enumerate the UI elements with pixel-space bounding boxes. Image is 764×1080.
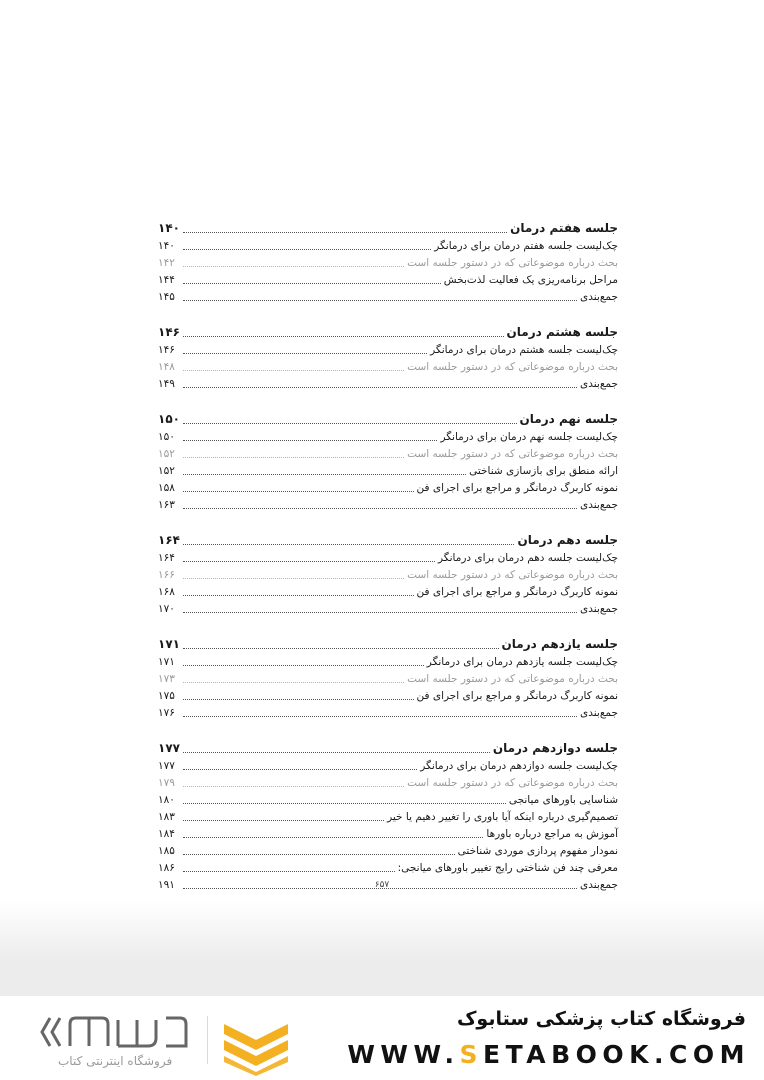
entry-page: ۱۸۵ (158, 845, 175, 857)
toc-entry[interactable] (158, 775, 618, 792)
entry-title: بحث درباره موضوعاتی که در دستور جلسه است (407, 777, 618, 789)
entry-title: بحث درباره موضوعاتی که در دستور جلسه است (407, 673, 618, 685)
entry-title: جمع‌بندی (580, 378, 618, 390)
toc-entry[interactable] (158, 758, 618, 775)
toc-section (158, 218, 618, 306)
leader-dots (183, 853, 455, 855)
entry-page: ۱۷۷ (158, 760, 175, 772)
leader-dots (183, 751, 490, 753)
toc-entry[interactable] (158, 792, 618, 809)
entry-page: ۱۴۶ (158, 344, 175, 356)
chapter-title: جلسه یازدهم درمان (501, 637, 618, 651)
entry-page: ۱۸۰ (158, 794, 175, 806)
toc-entry[interactable] (158, 429, 618, 446)
entry-title: نمونه کاربرگ درمانگر و مراجع برای اجرای فن (416, 690, 618, 702)
toc-chapter-heading[interactable] (158, 738, 618, 758)
entry-page: ۱۸۶ (158, 862, 175, 874)
toc-section (158, 634, 618, 722)
leader-dots (183, 785, 404, 787)
toc-entry[interactable] (158, 238, 618, 255)
toc-section (158, 409, 618, 514)
leader-dots (183, 560, 435, 562)
toc-section (158, 738, 618, 894)
chapter-title: جلسه نهم درمان (519, 412, 618, 426)
entry-page: ۱۴۰ (158, 240, 175, 252)
entry-page: ۱۴۵ (158, 291, 175, 303)
entry-page: ۱۶۶ (158, 569, 175, 581)
chapter-title: جلسه دهم درمان (517, 533, 618, 547)
leader-dots (183, 456, 404, 458)
toc-entry[interactable] (158, 359, 618, 376)
chapter-page: ۱۷۱ (158, 637, 180, 651)
entry-title: بحث درباره موضوعاتی که در دستور جلسه است (407, 569, 618, 581)
leader-dots (183, 248, 431, 250)
entry-page: ۱۷۱ (158, 656, 175, 668)
leader-dots (183, 698, 414, 700)
entry-title: معرفی چند فن شناختی رایج تغییر باورهای میانجی: (397, 862, 618, 874)
url-prefix: WWW. (347, 1040, 460, 1069)
leader-dots (183, 611, 577, 613)
entry-title: چک‌لیست جلسه دوازدهم درمان برای درمانگر (420, 760, 618, 772)
leader-dots (183, 507, 577, 509)
toc-entry[interactable] (158, 272, 618, 289)
chapter-page: ۱۶۴ (158, 533, 180, 547)
toc-entry[interactable] (158, 843, 618, 860)
leader-dots (183, 386, 577, 388)
toc-entry[interactable] (158, 654, 618, 671)
leader-dots (183, 664, 424, 666)
entry-title: مراحل برنامه‌ریزی یک فعالیت لذت‌بخش (443, 274, 618, 286)
entry-page: ۱۶۸ (158, 586, 175, 598)
toc-entry[interactable] (158, 550, 618, 567)
page-number: ۶۵۷ (374, 880, 390, 890)
leader-dots (183, 543, 514, 545)
toc-chapter-heading[interactable] (158, 409, 618, 429)
store-name: فروشگاه کتاب پزشکی ستابوک (456, 1008, 746, 1030)
entry-page: ۱۴۸ (158, 361, 175, 373)
leader-dots (183, 369, 404, 371)
entry-page: ۱۷۶ (158, 707, 175, 719)
book-chevron-icon (220, 1018, 292, 1076)
leader-dots (183, 768, 417, 770)
chapter-page: ۱۴۰ (158, 221, 180, 235)
leader-dots (183, 715, 577, 717)
url-accent-letter: S (459, 1040, 484, 1069)
leader-dots (183, 422, 517, 424)
leader-dots (183, 577, 404, 579)
entry-title: چک‌لیست جلسه هفتم درمان برای درمانگر (434, 240, 618, 252)
leader-dots (183, 681, 404, 683)
entry-title: جمع‌بندی (580, 879, 618, 891)
toc-entry[interactable] (158, 809, 618, 826)
toc-entry[interactable] (158, 688, 618, 705)
toc-entry[interactable] (158, 567, 618, 584)
entry-title: جمع‌بندی (580, 291, 618, 303)
toc-entry[interactable] (158, 497, 618, 514)
entry-title: چک‌لیست جلسه نهم درمان برای درمانگر (440, 431, 618, 443)
entry-title: نمودار مفهوم پردازی موردی شناختی (457, 845, 618, 857)
leader-dots (183, 265, 404, 267)
leader-dots (183, 870, 395, 872)
leader-dots (183, 819, 384, 821)
toc-section (158, 530, 618, 618)
entry-title: بحث درباره موضوعاتی که در دستور جلسه است (407, 257, 618, 269)
entry-page: ۱۵۲ (158, 465, 175, 477)
chapter-page: ۱۵۰ (158, 412, 180, 426)
toc-chapter-heading[interactable] (158, 530, 618, 550)
entry-title: ارائه منطق برای بازسازی شناختی (469, 465, 618, 477)
chapter-title: جلسه دوازدهم درمان (492, 741, 618, 755)
leader-dots (183, 335, 504, 337)
logo-divider (207, 1016, 208, 1064)
entry-page: ۱۴۲ (158, 257, 175, 269)
leader-dots (183, 647, 499, 649)
chapter-page: ۱۷۷ (158, 741, 180, 755)
entry-title: جمع‌بندی (580, 603, 618, 615)
entry-title: نمونه کاربرگ درمانگر و مراجع برای اجرای فن (416, 482, 618, 494)
url-rest: ETABOOK.COM (483, 1040, 750, 1069)
toc-entry[interactable] (158, 671, 618, 688)
leader-dots (183, 594, 414, 596)
entry-page: ۱۸۴ (158, 828, 175, 840)
toc-entry[interactable] (158, 255, 618, 272)
entry-page: ۱۷۳ (158, 673, 175, 685)
toc-entry[interactable] (158, 289, 618, 306)
logo-subtitle: فروشگاه اینترنتی کتاب (58, 1054, 173, 1068)
entry-title: بحث درباره موضوعاتی که در دستور جلسه است (407, 361, 618, 373)
entry-page: ۱۶۴ (158, 552, 175, 564)
toc-chapter-heading[interactable] (158, 218, 618, 238)
toc-chapter-heading[interactable] (158, 322, 618, 342)
toc-entry[interactable] (158, 446, 618, 463)
entry-title: چک‌لیست جلسه یازدهم درمان برای درمانگر (426, 656, 618, 668)
leader-dots (183, 231, 507, 233)
leader-dots (183, 352, 427, 354)
chapter-title: جلسه هفتم درمان (510, 221, 618, 235)
toc-entry[interactable] (158, 480, 618, 497)
setabook-logo (40, 1010, 190, 1056)
entry-page: ۱۵۲ (158, 448, 175, 460)
entry-title: آموزش به مراجع درباره باورها (486, 828, 618, 840)
entry-page: ۱۶۳ (158, 499, 175, 511)
toc-entry[interactable] (158, 584, 618, 601)
entry-title: جمع‌بندی (580, 499, 618, 511)
entry-page: ۱۵۸ (158, 482, 175, 494)
entry-page: ۱۷۹ (158, 777, 175, 789)
toc-chapter-heading[interactable] (158, 634, 618, 654)
toc-entry[interactable] (158, 601, 618, 618)
entry-page: ۱۵۰ (158, 431, 175, 443)
toc-entry[interactable] (158, 342, 618, 359)
entry-page: ۱۷۵ (158, 690, 175, 702)
entry-page: ۱۹۱ (158, 879, 175, 891)
chapter-title: جلسه هشتم درمان (506, 325, 618, 339)
entry-title: جمع‌بندی (580, 707, 618, 719)
entry-title: تصمیم‌گیری درباره اینکه آیا باوری را تغییر دهیم یا خیر (387, 811, 618, 823)
toc-entry[interactable] (158, 826, 618, 843)
leader-dots (183, 490, 414, 492)
toc-entry[interactable] (158, 705, 618, 722)
toc-section (158, 322, 618, 393)
leader-dots (183, 473, 466, 475)
entry-page: ۱۴۹ (158, 378, 175, 390)
entry-page: ۱۸۳ (158, 811, 175, 823)
entry-title: چک‌لیست جلسه دهم درمان برای درمانگر (437, 552, 618, 564)
table-of-contents (158, 218, 618, 910)
entry-title: بحث درباره موضوعاتی که در دستور جلسه است (407, 448, 618, 460)
store-url[interactable] (347, 1040, 750, 1069)
entry-page: ۱۴۴ (158, 274, 175, 286)
leader-dots (183, 282, 441, 284)
store-banner (0, 996, 764, 1080)
entry-title: نمونه کاربرگ درمانگر و مراجع برای اجرای فن (416, 586, 618, 598)
leader-dots (183, 439, 437, 441)
leader-dots (183, 836, 483, 838)
toc-entry[interactable] (158, 860, 618, 877)
chapter-page: ۱۴۶ (158, 325, 180, 339)
toc-entry[interactable] (158, 463, 618, 480)
leader-dots (183, 802, 506, 804)
entry-title: شناسایی باورهای میانجی (508, 794, 618, 806)
entry-title: چک‌لیست جلسه هشتم درمان برای درمانگر (430, 344, 618, 356)
leader-dots (183, 299, 577, 301)
toc-entry[interactable] (158, 376, 618, 393)
entry-page: ۱۷۰ (158, 603, 175, 615)
